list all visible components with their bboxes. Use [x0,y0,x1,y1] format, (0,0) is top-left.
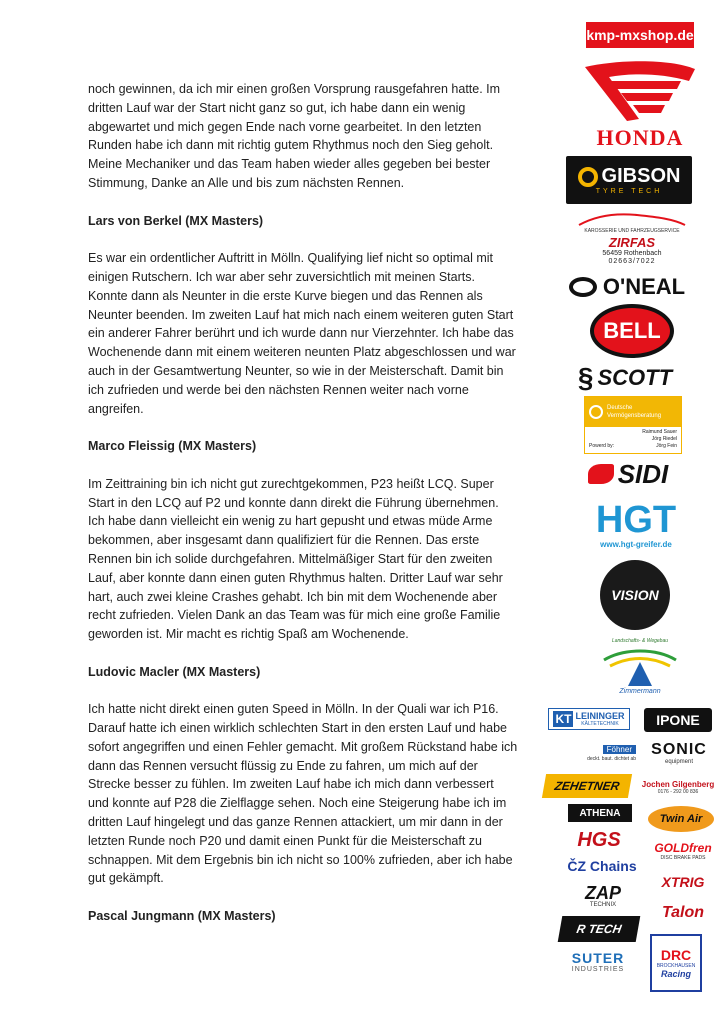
zirfas-service: KAROSSERIE UND FAHRZEUGSERVICE [584,227,680,234]
zimmermann-logo [592,632,688,700]
scott-s-icon: § [577,362,594,393]
fohner-text: Föhner [603,745,636,754]
talon-logo [650,902,716,924]
vision-logo [600,560,670,630]
zehetner-text: ZEHETNER [553,779,621,793]
rider-report-ludovic: Ich hatte nicht direkt einen guten Speed in Mölln. In der Quali war ich P16. Darauf hatte ich einen wirklich schlechten Start in den ersten Lauf und habe sofort angegriffen und einen Fehler gemacht. Mit großem Rückstand habe ich dann das Rennen versucht flüssig zu Ende zu fahren, um mich auf der Strecke besser zu fühlen. Im zweiten Lauf habe ich mich dann verbessert und konnte auf P28 die Zielflagge sehen. Noch eine Steigerung habe ich im dritten Lauf hingelegt und das ganze Rennen attackiert, um mir dann in der letzten Runde noch P20 und damit einen Punkt für die Meisterschaft zu schnappen. Mit dem Ergebnis bin ich nicht so 100% zufrieden, aber ich habe gut gekämpft. [88,702,518,886]
sonic-logo [644,738,714,768]
dvb-line1: Deutsche [607,405,633,411]
gibson-logo [566,156,692,204]
sidi-logo [564,458,692,490]
athena-text: ATHENA [579,807,621,819]
jochen-phone: 0176 - 292 00 836 [657,788,699,795]
jochen-text: Jochen Gilgenberg [641,779,715,789]
zap-text: ZAP [585,883,621,903]
hgt-logo [586,494,686,554]
leininger-subtitle: KÄLTETECHNIK [581,721,619,727]
drc-text: DRC [660,947,692,963]
rider-report-marco: Im Zeittraining bin ich nicht gut zurechtgekommen, P23 heißt LCQ. Super Start in den LCQ auf P2 und konnte dann direkt die Führung übernehmen. Ich habe dann vielleicht ein wenig zu hart gepusht und etwas müde Arme bekommen, aber insgesamt dann qualifiziert für die Rennen. Das erste Rennen bin ich solide durchgefahren. Mittelmäßiger Start für den zweiten Lauf, aber konnte dann einen guten Rhythmus halten. Dritter Lauf war sehr hart, auch zwei kleine Crashes gehabt. Ich bin mit dem Wochenende aber recht zufrieden. Vielen Dank an das Team was für mich eine große Familie geworden ist. Mir macht es richtig Spaß am Wochenende. [88,476,503,642]
kmp-logo [586,22,694,48]
oneal-text: O'NEAL [602,274,686,299]
drc-logo [650,934,702,992]
bell-text: BELL [603,318,661,343]
honda-text: HONDA [596,125,684,150]
zirfas-address: 56459 Rothenbach [602,249,662,257]
rtech-text: R TECH [575,922,623,936]
oneal-logo [560,272,694,302]
twinair-text: Twin Air [659,813,703,825]
sonic-text: SONIC [651,741,707,758]
zirfas-text: ZIRFAS [608,234,656,250]
landscape-road-icon [600,644,680,688]
car-outline-icon [577,213,687,227]
fohner-subtitle: deckt. baut. dichtet ab [587,755,636,762]
dvb-v-icon [589,405,603,419]
rider-heading-ludovic: Ludovic Macler (MX Masters) [88,664,261,679]
rtech-logo [558,916,641,942]
dvb-name3: Jörg Fein [656,443,677,449]
zirfas-logo [570,208,694,270]
leininger-logo [548,708,630,730]
sponsor-sidebar [540,0,724,1024]
leininger-text: LEININGER [575,711,625,721]
kt-icon: KT [555,712,572,726]
suter-logo [556,946,640,976]
gibson-subtitle: TYRE TECH [595,188,663,195]
fohner-logo [560,738,636,768]
sonic-subtitle: equipment [664,759,694,765]
hgt-text: HGT [595,498,677,541]
vision-text: VISION [611,587,659,603]
goldfren-text: GOLDfren [654,841,712,855]
zimmermann-top: Landschafts- & Wegebau [611,637,669,644]
ipone-text: IPONE [656,712,700,728]
dvb-line2: Vermögensberatung [607,413,662,419]
gibson-g-icon [578,167,598,187]
honda-logo [580,58,700,152]
drc-racing: Racing [660,969,691,979]
xtrig-text: XTRIG [661,874,705,890]
hgs-logo [564,828,634,852]
goldfren-logo [648,838,718,864]
kmp-text: kmp-mxshop.de [586,27,694,43]
talon-text: Talon [661,904,705,921]
ipone-logo [644,708,712,732]
sidi-text: SIDI [617,458,669,489]
athena-logo [568,804,632,822]
twinair-logo [648,806,714,832]
scott-text: SCOTT [597,365,673,390]
zap-subtitle: TECHNIX [589,902,617,908]
honda-wing-icon [581,59,699,125]
dvb-name1: Raimund Sauer [642,429,677,435]
zap-logo [568,882,638,910]
oneal-o-icon [569,277,597,297]
zehetner-logo [542,774,632,798]
rider-heading-lars: Lars von Berkel (MX Masters) [88,213,264,228]
goldfren-subtitle: DISC BRAKE PADS [660,855,706,861]
drc-subtitle: BROCKHAUSEN [656,963,696,969]
cz-logo [566,854,638,878]
dvb-logo [584,396,682,454]
dvb-name2: Jörg Riedel [651,436,677,442]
dvb-powered: Powerd by: [589,443,615,449]
article-text [88,80,518,926]
sidi-swoosh-icon [588,464,614,484]
bell-logo [590,304,674,358]
zimmermann-text: Zimmermann [619,687,661,695]
xtrig-logo [650,872,716,892]
suter-subtitle: INDUSTRIES [571,965,625,973]
intro-paragraph: noch gewinnen, da ich mir einen großen Vorsprung rausgefahren hatte. Im dritten Lauf war der Start nicht ganz so gut, ich habe dann ein wenig abgewartet und mich gegen Ende nach vorne gearbeitet. In den letzten Runden habe ich dann mit richtig gutem Rhythmus noch den Sieg geholt. Meine Mechaniker und das Team haben wieder alles gegeben bei bester Stimmung, Danke an Alle und bis zum nächsten Rennen. [88,82,501,190]
rider-heading-pascal: Pascal Jungmann (MX Masters) [88,909,276,924]
gibson-text: GIBSON [601,165,681,187]
cz-text: ČZ Chains [567,858,637,874]
zirfas-phone: 02663/7022 [608,257,656,265]
hgs-text: HGS [577,828,621,851]
jochen-logo [636,772,720,802]
rider-report-lars: Es war ein ordentlicher Auftritt in Mölln. Qualifying lief nicht so optimal mit einigen Rutschern. Ich war aber sehr zuversichtlich mit meinen Starts. Konnte dann als Neunter in die erste Kurve biegen und das Rennen als Neunter beenden. Im zweiten Lauf hat mich nach einem weiteren guten Start ein anderer Fahrer berührt und ich wurde dann nur Vierzehnter. Ich habe das Wochenende dann mit einem weiteren neunten Platz abgeschlossen und war auch in der Gesamtwertung Neunter, so wie in der Meisterschaft. Damit bin ich zufrieden und werde bei den nächsten Rennen weiter nach vorne angreifen. [88,251,516,416]
rider-heading-marco: Marco Fleissig (MX Masters) [88,439,257,454]
suter-text: SUTER [571,949,625,966]
scott-logo [558,360,692,396]
hgt-url: www.hgt-greifer.de [600,539,672,549]
